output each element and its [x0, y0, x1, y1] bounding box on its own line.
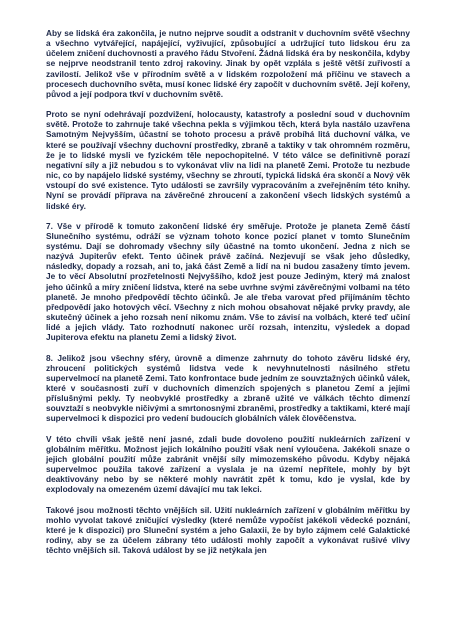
- paragraph-5: V této chvíli však ještě není jasné, zdali bude dovoleno použití nukleárních zařízení v globálním měřítku. Možnost jejich lokálního použití však není vyloučena. Jakékoli snaze o jejich globální použití může zabránit vnější síly mimozemského původu. Kdyby nějaká supervelmoc použila takové zařízení a vyslala je na území nepřítele, mohly by být deaktivovány nebo by se některé mohly navrátit zpět k tomu, kdo je vyslal, kde by explodovaly na omezeném území dávající mu tak lekci.: [46, 433, 410, 495]
- paragraph-6: Takové jsou možnosti těchto vnějších sil. Užití nukleárních zařízení v globálním měřítku by mohlo vyvolat takové zničující výsledky (které nemůže vypočíst jakékoli vědecké poznání, které je k dispozici) pro Sluneční systém a jeho Galaxii, že by bylo zájmem celé Galaktické rodiny, aby se za účelem zábrany této události mohly započít a vykonávat rušivé vlivy těchto vnějších sil. Taková událost by se již netýkala jen: [46, 504, 410, 556]
- paragraph-3: 7. Vše v přírodě k tomuto zakončení lidské éry směřuje. Protože je planeta Země částí Slunečního systému, odráží se význam tohoto konce pozicí planet v tomto Slunečním systému. Dají se dohromady všechny síly účastné na tomto ukončení. Jedna z nich se nazývá Jupiterův efekt. Tento účinek právě začíná. Nezjevují se však jeho důsledky, následky, dopady a rozsah, ani to, jaká část Země a lidí na ni budou zasaženy tímto jevem. Je to věcí Absolutní prozřetelnosti Nejvyššího, kdož jest pouze Jediným, který má znalost jeho účinků a míry zničení lidstva, které na sebe uvrhne svými závěrečnými volbami na této planetě. Je mnoho předpovědí těchto účinků. Je ale třeba varovat před přijímáním těchto předpovědí jako hotových věcí. Všechny z nich mohou obsahovat nějaké prvky pravdy, ale skutečný účinek a jeho rozsah není nikomu znám. Vše to závisí na volbách, které teď učiní lidé a jejich vlády. Tato rozhodnutí nakonec určí rozsah, intenzitu, výsledek a dopad Jupiterova efektu na planetu Zemi a lidský život.: [46, 220, 410, 343]
- paragraph-1: Aby se lidská éra zakončila, je nutno nejprve soudit a odstranit v duchovním světě všechny a všechno vytvářející, napájející, vyživující, způsobující a udržující tuto lidskou éru za účelem zničení duchovnosti a pravého řádu Stvoření. Žádná lidská éra by neskončila, kdyby se nejprve neodstranil tento zdroj rakoviny. Jinak by opět vzplála s ještě větší zuřivostí a zavilostí. Jelikož vše v přírodním světě a v lidském rozpoložení má příčinu ve stavech a procesech duchovního světa, musí konec lidské éry započít v duchovním světě. Její kořeny, původ a její podpora tkví v duchovním světě.: [46, 28, 410, 99]
- paragraph-2: Proto se nyní odehrávají pozdvižení, holocausty, katastrofy a poslední soud v duchovním světě. Protože to zahrnuje také všechna pekla s výjimkou těch, která byla nastálo uzavřena Samotným Nejvyšším, účastní se tohoto procesu a právě probíhá litá duchovní válka, ve které se používají všechny duchovní prostředky, zbraně a taktiky v tak ohromném rozměru, že je to lidské mysli ve fyzickém těle nepochopitelné. V této válce se definitivně porazí negativní síly a již nebudou s to vykonávat vliv na lidi na planetě Zemi. Protože tu nezbude nic, co by napájelo lidské systémy, všechny se zhroutí, typická lidská éra skončí a Nový věk vstoupí do své existence. Tyto události se završily vypracováním a zveřejněním této knihy. Nyní se provádí příprava na závěrečné zhroucení a zakončení všech lidských systémů a lidské éry.: [46, 109, 410, 211]
- paragraph-4: 8. Jelikož jsou všechny sféry, úrovně a dimenze zahrnuty do tohoto závěru lidské éry, zhroucení politických systémů lidstva vede k nevyhnutelnosti násilného střetu supervelmocí na planetě Zemi. Tato konfrontace bude jedním ze souvztažných účinků válek, které v současnosti zuří v duchovních dimenzích spojených s planetou Zemí a jejími příslušnými pekly. Ty neobvyklé prostředky a zbraně užité ve válkách těchto dimenzí souvztaží s neobvykle ničivými a smrtonosnými zbraněmi, prostředky a taktikami, které mají supervelmoci k dispozici pro vedení budoucích globálních válek člověčenstva.: [46, 352, 410, 424]
- document-body: [46, 28, 410, 565]
